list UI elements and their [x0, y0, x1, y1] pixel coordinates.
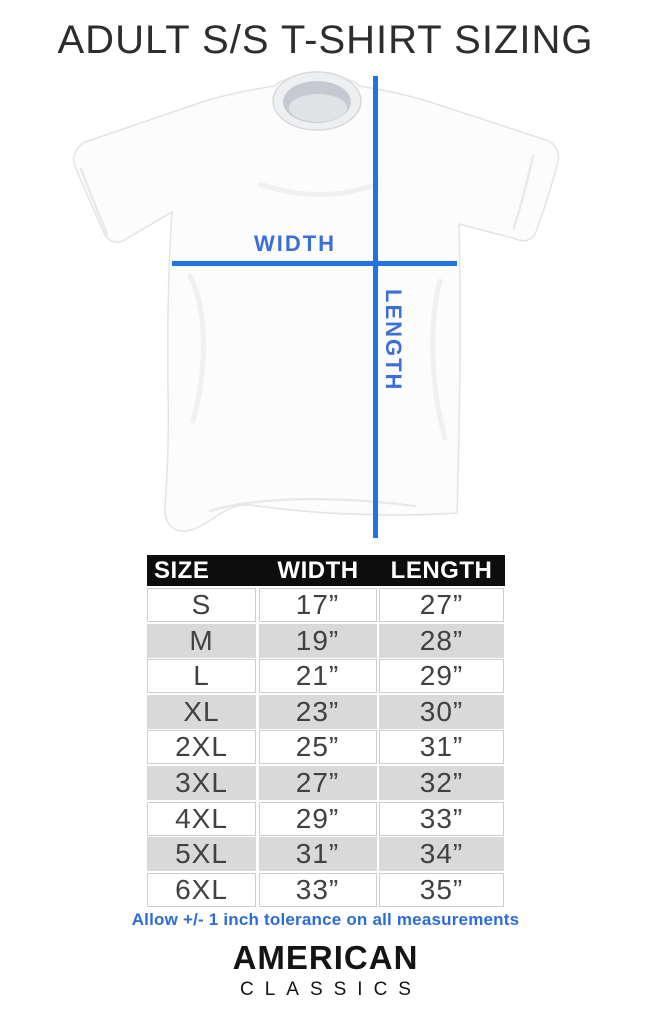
column-header-length: LENGTH: [390, 556, 493, 584]
size-cell: S: [147, 588, 256, 622]
width-line: [172, 261, 457, 266]
length-cell: 28”: [379, 624, 504, 658]
length-cell: 31”: [379, 730, 504, 764]
brand-name-classics: CLASSICS: [240, 979, 422, 1000]
table-body: [147, 588, 505, 907]
tshirt-outline: [74, 76, 559, 532]
length-cell: 34”: [379, 837, 504, 871]
size-cell: 5XL: [147, 837, 256, 871]
table-row: [147, 730, 505, 764]
length-cell: 27”: [379, 588, 504, 622]
table-row: [147, 624, 505, 658]
width-cell: 29”: [259, 802, 377, 836]
length-cell: 32”: [379, 766, 504, 800]
size-cell: XL: [147, 695, 256, 729]
width-cell: 17”: [259, 588, 377, 622]
tshirt-photo: [55, 66, 595, 566]
size-cell: M: [147, 624, 256, 658]
size-cell: 6XL: [147, 873, 256, 907]
table-row: [147, 766, 505, 800]
width-cell: 33”: [259, 873, 377, 907]
table-row: [147, 588, 505, 622]
width-label: WIDTH: [253, 231, 337, 256]
length-label: LENGTH: [381, 289, 406, 392]
brand-name-american: AMERICAN: [232, 939, 419, 976]
length-cell: 33”: [379, 802, 504, 836]
table-row: [147, 695, 505, 729]
brand-logo: [0, 941, 651, 999]
tolerance-note: Allow +/- 1 inch tolerance on all measurements: [131, 910, 520, 929]
length-cell: 29”: [379, 659, 504, 693]
width-cell: 23”: [259, 695, 377, 729]
width-cell: 27”: [259, 766, 377, 800]
width-cell: 25”: [259, 730, 377, 764]
collar-inner-back: [289, 94, 347, 122]
column-header-width: WIDTH: [277, 556, 359, 584]
table-row: [147, 802, 505, 836]
table-row: [147, 873, 505, 907]
size-cell: 2XL: [147, 730, 256, 764]
size-cell: L: [147, 659, 256, 693]
table-header-row: [147, 555, 505, 586]
length-cell: 30”: [379, 695, 504, 729]
column-header-size: SIZE: [154, 556, 210, 584]
size-cell: 4XL: [147, 802, 256, 836]
width-cell: 21”: [259, 659, 377, 693]
width-cell: 31”: [259, 837, 377, 871]
length-cell: 35”: [379, 873, 504, 907]
table-row: [147, 659, 505, 693]
size-chart-table: [147, 555, 505, 907]
size-cell: 3XL: [147, 766, 256, 800]
width-cell: 19”: [259, 624, 377, 658]
length-line: [373, 76, 378, 538]
page-title: ADULT S/S T-SHIRT SIZING: [57, 18, 594, 62]
tshirt-diagram: [55, 66, 595, 566]
table-row: [147, 837, 505, 871]
